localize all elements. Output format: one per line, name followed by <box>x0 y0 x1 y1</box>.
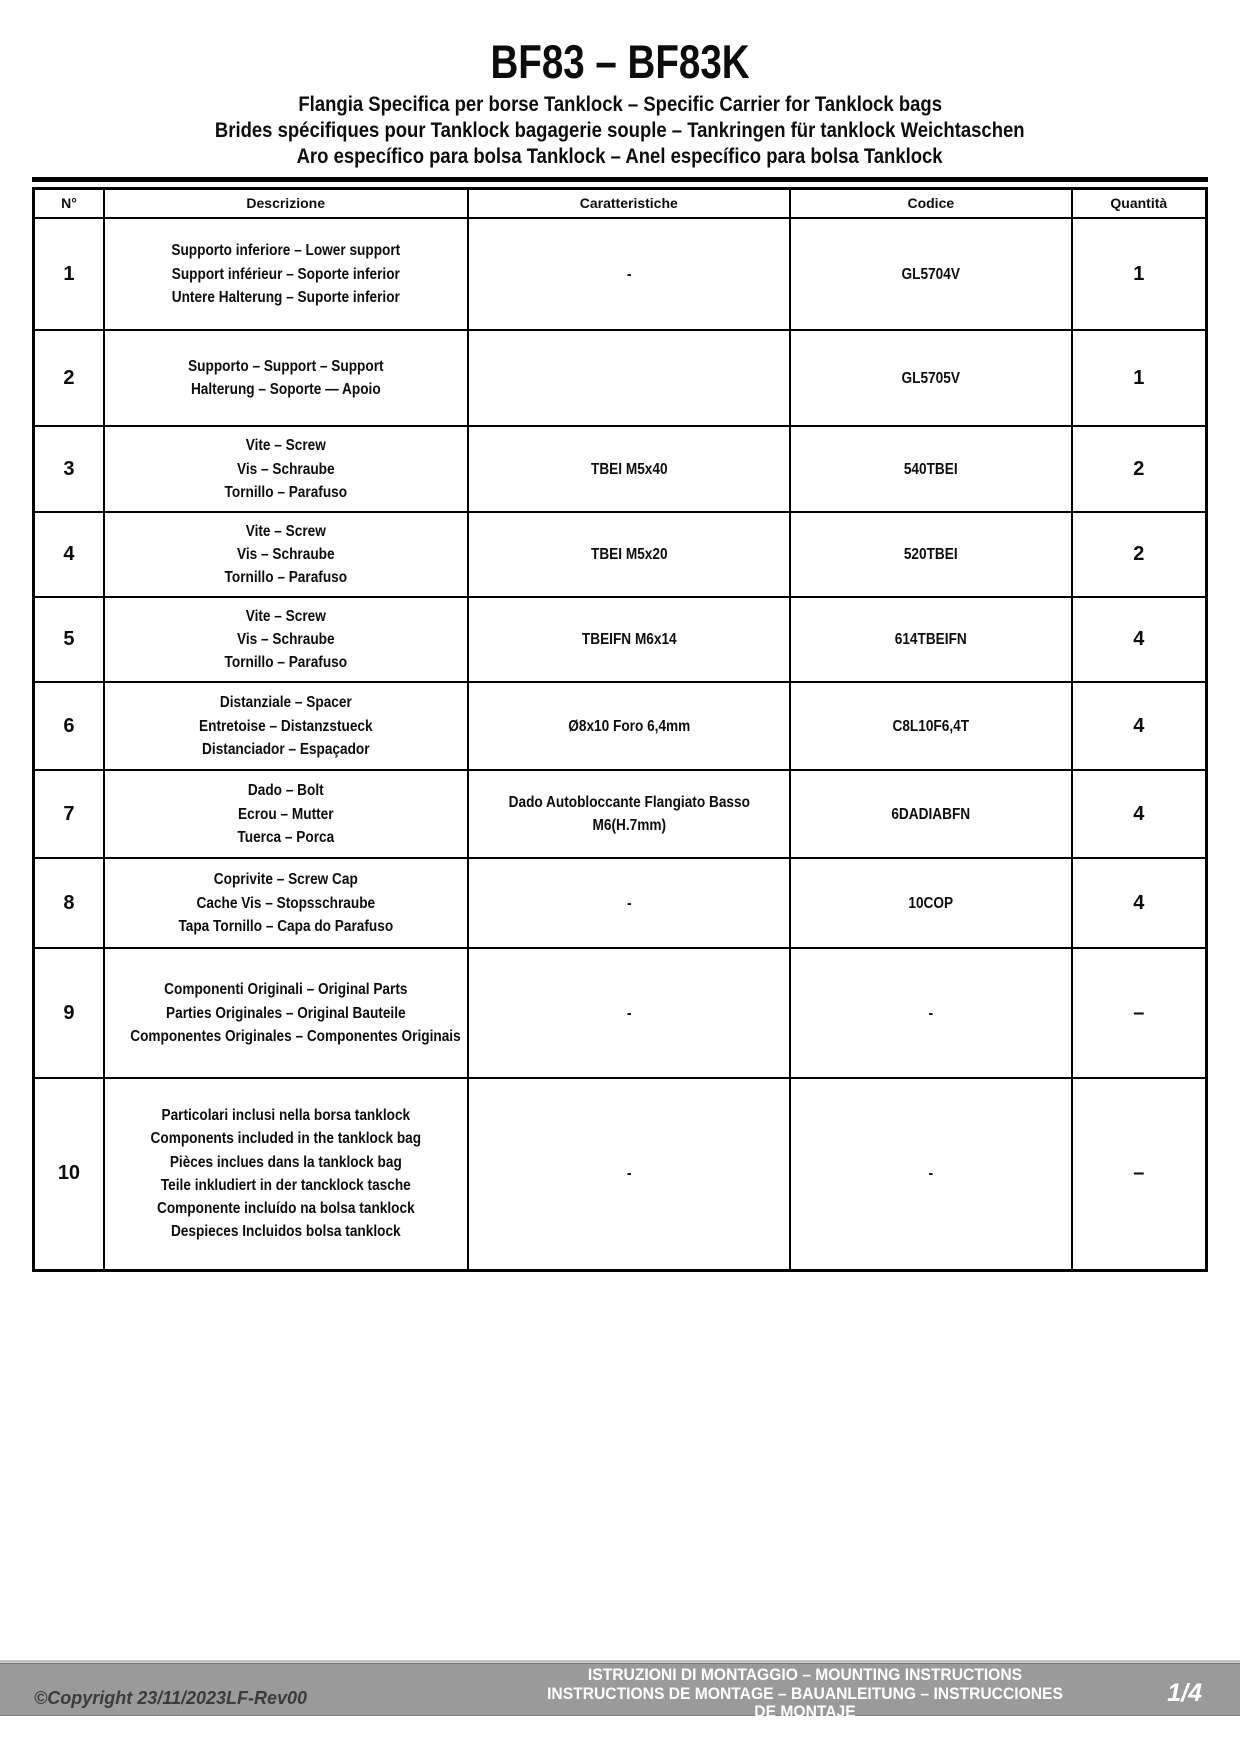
cell-description-line: Despieces Incluidos bolsa tanklock <box>170 1223 401 1241</box>
cell-code-line: - <box>928 1004 934 1022</box>
cell-code-line: - <box>928 1165 934 1183</box>
cell-description-line: Componente incluído na bolsa tanklock <box>156 1200 415 1218</box>
cell-number: 4 <box>34 512 104 597</box>
table-row <box>34 330 1207 426</box>
cell-description-line: Tornillo – Parafuso <box>224 569 347 587</box>
cell-code <box>790 426 1072 512</box>
cell-quantity: 2 <box>1072 512 1207 597</box>
subtitle-line-1: Flangia Specifica per borse Tanklock – Specific Carrier for Tanklock bags <box>298 92 942 116</box>
column-header-number: N° <box>34 188 104 218</box>
cell-code-line: GL5705V <box>901 369 961 387</box>
cell-description <box>104 597 468 682</box>
cell-description-line: Vis – Schraube <box>236 631 335 649</box>
cell-description-line: Componentes Originales – Componentes Originais <box>130 1027 461 1045</box>
cell-characteristics-line: - <box>626 1004 632 1022</box>
table-row <box>34 218 1207 330</box>
cell-characteristics-line: Dado Autobloccante Flangiato Basso <box>508 793 750 811</box>
cell-characteristics-line: TBEIFN M6x14 <box>581 631 677 649</box>
cell-code <box>790 948 1072 1078</box>
column-header-code: Codice <box>790 188 1072 218</box>
cell-code-line: 520TBEI <box>903 546 958 564</box>
page-number: 1/4 <box>1167 1679 1202 1707</box>
table-row <box>34 597 1207 682</box>
cell-description-line: Tuerca – Porca <box>237 828 335 846</box>
cell-description-line: Vite – Screw <box>245 607 326 625</box>
page-title-text: BF83 – BF83K <box>490 35 750 88</box>
cell-characteristics <box>468 330 791 426</box>
cell-number: 1 <box>34 218 104 330</box>
cell-description <box>104 858 468 948</box>
cell-description <box>104 948 468 1078</box>
cell-characteristics-line: TBEI M5x40 <box>590 460 668 478</box>
cell-code-line: 10COP <box>908 894 954 912</box>
footer-band <box>0 1660 1240 1722</box>
cell-characteristics <box>468 770 791 858</box>
copyright-text: ©Copyright 23/11/2023LF-Rev00 <box>34 1688 308 1708</box>
cell-quantity: – <box>1072 948 1207 1078</box>
cell-description-line: Vite – Screw <box>245 522 326 540</box>
column-header-description: Descrizione <box>104 188 468 218</box>
cell-characteristics-line: TBEI M5x20 <box>590 546 668 564</box>
cell-code <box>790 770 1072 858</box>
cell-description-line: Support inférieur – Soporte inferior <box>171 265 400 283</box>
cell-code-line: 614TBEIFN <box>894 631 967 649</box>
cell-description-line: Supporto – Support – Support <box>187 357 384 375</box>
cell-description <box>104 770 468 858</box>
cell-characteristics <box>468 426 791 512</box>
cell-number: 6 <box>34 682 104 770</box>
table-row <box>34 682 1207 770</box>
table-row <box>34 512 1207 597</box>
cell-quantity: – <box>1072 1078 1207 1270</box>
cell-code-line: C8L10F6,4T <box>892 717 970 735</box>
subtitle-line-3: Aro específico para bolsa Tanklock – Anel específico para bolsa Tanklock <box>296 144 944 169</box>
cell-number: 10 <box>34 1078 104 1270</box>
cell-description-line: Teile inkludiert in der tancklock tasche <box>160 1176 411 1194</box>
cell-description-line: Ecrou – Mutter <box>237 805 334 823</box>
cell-characteristics <box>468 1078 791 1270</box>
cell-description-line: Dado – Bolt <box>247 782 324 800</box>
cell-description <box>104 330 468 426</box>
page-title <box>32 34 1208 89</box>
cell-quantity: 4 <box>1072 858 1207 948</box>
cell-quantity: 4 <box>1072 682 1207 770</box>
parts-table <box>32 187 1208 1272</box>
table-header-row <box>34 188 1207 218</box>
cell-description-line: Tornillo – Parafuso <box>224 654 347 672</box>
cell-code-line: 6DADIABFN <box>891 805 971 823</box>
cell-code <box>790 218 1072 330</box>
cell-code-line: GL5704V <box>901 265 961 283</box>
cell-description-line: Supporto inferiore – Lower support <box>171 242 401 260</box>
cell-code <box>790 512 1072 597</box>
cell-code <box>790 858 1072 948</box>
cell-characteristics <box>468 858 791 948</box>
cell-characteristics <box>468 512 791 597</box>
table-row <box>34 426 1207 512</box>
cell-description-line: Halterung – Soporte — Apoio <box>190 381 381 399</box>
cell-characteristics-line: M6(H.7mm) <box>592 817 666 835</box>
cell-description <box>104 682 468 770</box>
cell-description-line: Vite – Screw <box>245 437 326 455</box>
column-header-quantity: Quantità <box>1072 188 1207 218</box>
banner-line-1: ISTRUZIONI DI MONTAGGIO – MOUNTING INSTRUCTIONS <box>587 1665 1023 1684</box>
cell-characteristics-line: Ø8x10 Foro 6,4mm <box>567 717 690 735</box>
cell-code <box>790 597 1072 682</box>
cell-characteristics <box>468 682 791 770</box>
cell-code <box>790 682 1072 770</box>
cell-number: 3 <box>34 426 104 512</box>
cell-code <box>790 330 1072 426</box>
cell-characteristics-line: - <box>626 265 632 283</box>
cell-description-line: Cache Vis – Stopsschraube <box>196 894 376 912</box>
cell-description-line: Particolari inclusi nella borsa tanklock <box>161 1107 411 1125</box>
banner-line-2: INSTRUCTIONS DE MONTAGE – BAUANLEITUNG – INSTRUCCIONES <box>547 1683 1063 1703</box>
cell-characteristics-line: - <box>626 894 632 912</box>
title-block <box>32 34 1208 170</box>
cell-description-line: Components included in the tanklock bag <box>150 1130 421 1148</box>
cell-description-line: Componenti Originali – Original Parts <box>164 981 408 999</box>
mounting-instructions-banner <box>460 1666 1150 1722</box>
cell-characteristics-line: - <box>626 1165 632 1183</box>
cell-code <box>790 1078 1072 1270</box>
cell-quantity: 2 <box>1072 426 1207 512</box>
table-row <box>34 948 1207 1078</box>
cell-quantity: 4 <box>1072 770 1207 858</box>
column-header-characteristics: Caratteristiche <box>468 188 791 218</box>
cell-characteristics <box>468 218 791 330</box>
cell-description-line: Tornillo – Parafuso <box>224 483 347 501</box>
cell-description-line: Distanciador – Espaçador <box>201 740 370 758</box>
cell-description-line: Entretoise – Distanzstueck <box>198 717 373 735</box>
cell-description <box>104 512 468 597</box>
cell-description-line: Coprivite – Screw Cap <box>213 871 358 889</box>
cell-description <box>104 426 468 512</box>
table-row <box>34 858 1207 948</box>
cell-description-line: Distanziale – Spacer <box>219 694 352 712</box>
cell-number: 8 <box>34 858 104 948</box>
subtitle-line-2: Brides spécifiques pour Tanklock bagagerie souple – Tankringen für tanklock Weichtaschen <box>215 118 1025 143</box>
cell-description-line: Vis – Schraube <box>236 546 335 564</box>
cell-code-line: 540TBEI <box>903 460 958 478</box>
cell-characteristics <box>468 597 791 682</box>
cell-quantity: 1 <box>1072 218 1207 330</box>
parts-table-body <box>34 218 1207 1270</box>
table-row <box>34 770 1207 858</box>
cell-number: 9 <box>34 948 104 1078</box>
cell-number: 2 <box>34 330 104 426</box>
cell-description <box>104 218 468 330</box>
cell-quantity: 4 <box>1072 597 1207 682</box>
cell-description-line: Parties Originales – Original Bauteile <box>165 1004 406 1022</box>
cell-description-line: Tapa Tornillo – Capa do Parafuso <box>178 917 394 935</box>
table-row <box>34 1078 1207 1270</box>
cell-characteristics <box>468 948 791 1078</box>
cell-description-line: Pièces inclues dans la tanklock bag <box>169 1153 402 1171</box>
cell-description <box>104 1078 468 1270</box>
cell-number: 7 <box>34 770 104 858</box>
banner-line-3: DE MONTAJE <box>754 1702 856 1722</box>
cell-description-line: Vis – Schraube <box>236 460 335 478</box>
cell-number: 5 <box>34 597 104 682</box>
cell-description-line: Untere Halterung – Suporte inferior <box>171 288 400 306</box>
title-divider <box>32 177 1208 182</box>
cell-quantity: 1 <box>1072 330 1207 426</box>
